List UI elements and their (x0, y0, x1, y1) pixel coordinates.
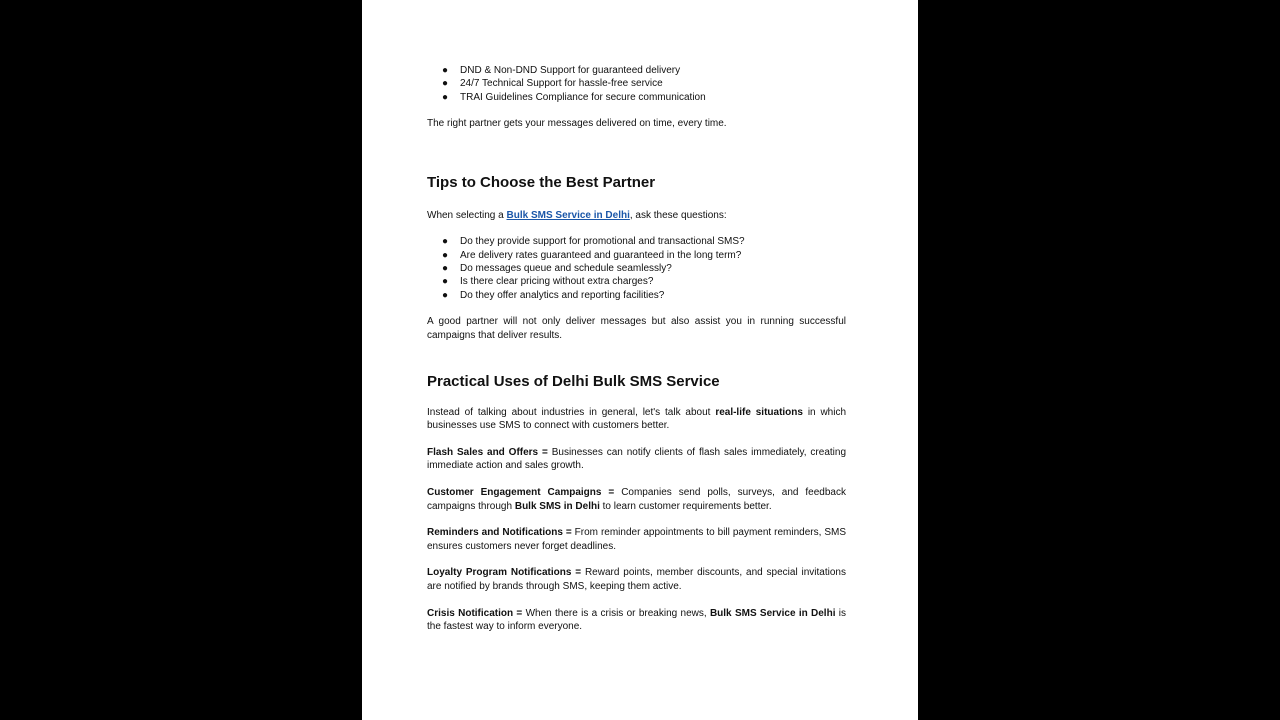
bullet-icon: ● (442, 249, 449, 261)
list-item: ● TRAI Guidelines Compliance for secure communication (442, 91, 706, 103)
list-item: ● Do they provide support for promotional and transactional SMS? (442, 236, 745, 248)
document-page (362, 0, 918, 720)
use-loyalty-program: Loyalty Program Notifications = Reward points, member discounts, and special invitations are notified by brands through SMS, keeping them active. (427, 567, 846, 592)
list-item: ● Do they offer analytics and reporting facilities? (442, 289, 665, 301)
use-customer-engagement: Customer Engagement Campaigns = Companies send polls, surveys, and feedback campaigns through Bulk SMS in Delhi to learn customer requirements better. (427, 487, 846, 512)
list-item: ● Do messages queue and schedule seamlessly? (442, 263, 672, 275)
paragraph-selecting: When selecting a Bulk SMS Service in Delhi, ask these questions: (427, 209, 727, 221)
heading-tips: Tips to Choose the Best Partner (427, 173, 656, 191)
bullet-icon: ● (442, 289, 449, 301)
bullet-icon: ● (442, 65, 449, 76)
paragraph-right-partner: The right partner gets your messages delivered on time, every time. (427, 118, 727, 130)
list-item: ● DND & Non-DND Support for guaranteed delivery (442, 65, 681, 76)
bullet-icon: ● (442, 276, 449, 288)
list-item: ● Is there clear pricing without extra charges? (442, 276, 654, 288)
use-reminders: Reminders and Notifications = From reminder appointments to bill payment reminders, SMS ensures customers never forget deadlines. (427, 527, 846, 552)
bullet-icon: ● (442, 236, 449, 248)
features-list (427, 64, 846, 104)
bullet-icon: ● (442, 91, 449, 103)
list-item: ● Are delivery rates guaranteed and guaranteed in the long term? (442, 249, 742, 261)
paragraph-intro-uses: Instead of talking about industries in general, let's talk about real-life situations in which businesses use SMS to connect with customers better. (427, 407, 847, 432)
questions-list (427, 235, 846, 301)
heading-practical-uses: Practical Uses of Delhi Bulk SMS Service (427, 373, 720, 391)
use-crisis-notification: Crisis Notification = When there is a crisis or breaking news, Bulk SMS Service in Delhi is the fastest way to inform everyone. (427, 607, 847, 632)
bulk-sms-delhi-link[interactable]: Bulk SMS Service in Delhi (506, 209, 630, 221)
list-item: ● 24/7 Technical Support for hassle-free service (442, 78, 663, 90)
use-flash-sales: Flash Sales and Offers = Businesses can notify clients of flash sales immediately, creating immediate action and sales growth. (427, 447, 847, 472)
document-content (427, 64, 846, 633)
bullet-icon: ● (442, 78, 449, 90)
bullet-icon: ● (442, 263, 449, 275)
paragraph-good-partner: A good partner will not only deliver messages but also assist you in running successful campaigns that deliver results. (427, 316, 846, 341)
